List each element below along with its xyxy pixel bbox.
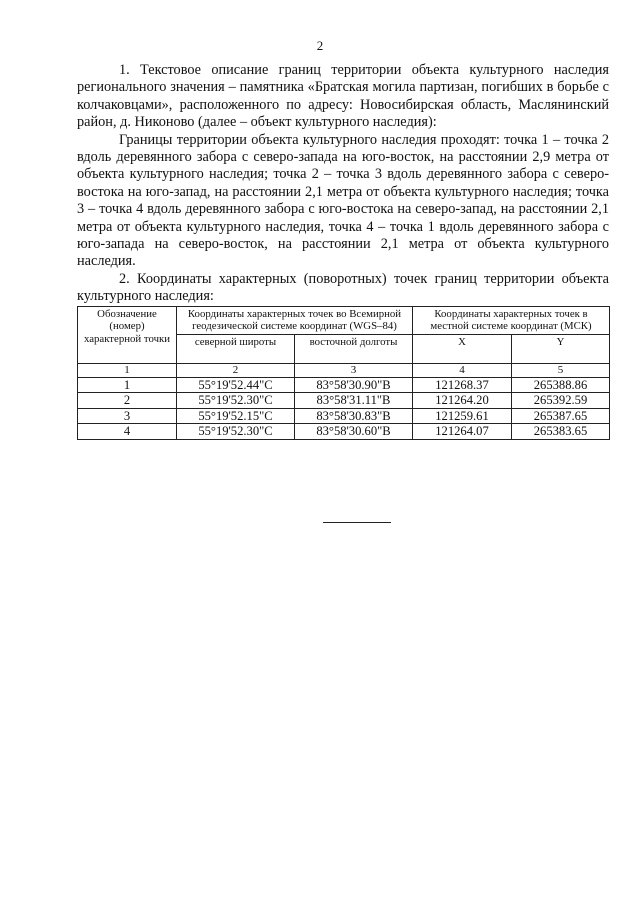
header-msk: Координаты характерных точек в местной системе координат (МСК) — [413, 306, 610, 334]
table-row — [78, 408, 610, 424]
column-number: 5 — [512, 363, 610, 377]
header-point: Обозначение (номер) характерной точки — [78, 306, 177, 363]
cell-y: 265392.59 — [512, 393, 610, 409]
cell-point: 2 — [78, 393, 177, 409]
header-y: Y — [512, 334, 610, 363]
cell-lon: 83°58'31.11"В — [295, 393, 413, 409]
table-row — [78, 377, 610, 393]
cell-point: 1 — [78, 377, 177, 393]
cell-point: 3 — [78, 408, 177, 424]
closing-rule — [323, 522, 391, 523]
column-number: 2 — [177, 363, 295, 377]
cell-lat: 55°19'52.44"С — [177, 377, 295, 393]
cell-lon: 83°58'30.60"В — [295, 424, 413, 440]
table-row — [78, 393, 610, 409]
cell-y: 265383.65 — [512, 424, 610, 440]
cell-y: 265387.65 — [512, 408, 610, 424]
column-number: 4 — [413, 363, 512, 377]
column-number-row — [78, 363, 610, 377]
cell-lon: 83°58'30.90"В — [295, 377, 413, 393]
cell-x: 121268.37 — [413, 377, 512, 393]
paragraph-boundary-intro: 1. Текстовое описание границ территории объекта культурного наследия регионального значения – памятника «Братская могила партизан, погибших в борьбе с колчаковцами», расположенного по адресу: Новосибирская область, Маслянинский район, д. Никоново (далее – объект культурного наследия): — [77, 62, 609, 131]
header-x: X — [413, 334, 512, 363]
cell-lon: 83°58'30.83"В — [295, 408, 413, 424]
paragraph-boundary-description: Границы территории объекта культурного наследия проходят: точка 1 – точка 2 вдоль деревянного забора с северо-запада на юго-восток, на расстоянии 2,9 метра от объекта культурного наследия; точка 2 – точка 3 вдоль деревянного забора с северо-востока на юго-запад, на расстоянии 2,1 метра от объекта культурного наследия; точка 3 – точка 4 вдоль деревянного забора с юго-востока на северо-запад, на расстоянии 2,1 метра от объекта культурного наследия, точка 4 – точка 1 вдоль деревянного забора с юго-запада на северо-восток, на расстоянии 2,1 метра от объекта культурного наследия. — [77, 131, 609, 270]
paragraph-coordinates-heading: 2. Координаты характерных (поворотных) точек границ территории объекта культурного наследия: — [77, 270, 609, 305]
table-row — [78, 424, 610, 440]
page-number: 2 — [316, 38, 324, 53]
cell-lat: 55°19'52.15"С — [177, 408, 295, 424]
header-north: северной широты — [177, 334, 295, 363]
cell-point: 4 — [78, 424, 177, 440]
cell-x: 121264.20 — [413, 393, 512, 409]
header-wgs: Координаты характерных точек во Всемирной геодезической системе координат (WGS–84) — [177, 306, 413, 334]
cell-y: 265388.86 — [512, 377, 610, 393]
cell-x: 121259.61 — [413, 408, 512, 424]
header-east: восточной долготы — [295, 334, 413, 363]
column-number: 1 — [78, 363, 177, 377]
document-body — [77, 62, 609, 440]
cell-lat: 55°19'52.30"С — [177, 424, 295, 440]
cell-lat: 55°19'52.30"С — [177, 393, 295, 409]
table-header-row — [78, 306, 610, 334]
cell-x: 121264.07 — [413, 424, 512, 440]
column-number: 3 — [295, 363, 413, 377]
coordinates-table — [77, 306, 610, 440]
